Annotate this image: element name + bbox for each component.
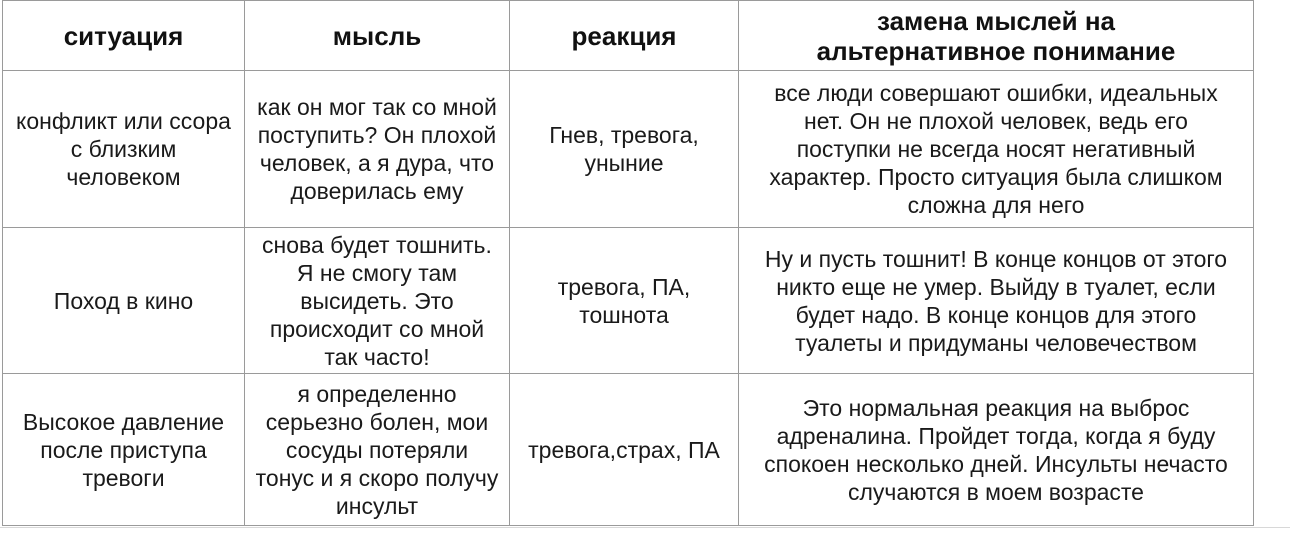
alternative-text: все люди совершают ошибки, идеальных нет. Он не плохой человек, ведь его поступки не всегда носят негативный характер. Просто ситуация была слишком сложна для него [769, 80, 1223, 218]
cell-thought [245, 228, 510, 374]
alternative-text: Ну и пусть тошнит! В конце концов от этого никто еще не умер. Выйду в туалет, если будет надо. В конце концов для этого туалеты и придуманы человечеством [764, 245, 1228, 356]
table-row [3, 374, 1254, 526]
reaction-text: Гнев, тревога, уныние [549, 122, 699, 176]
header-thought [245, 1, 510, 71]
thought-text: снова будет тошнить. Я не смогу там высидеть. Это происходит со мной так часто! [262, 231, 492, 370]
header-situation [3, 1, 245, 71]
table-row [3, 71, 1254, 228]
header-alternative-label: замена мыслей на альтернативное понимание [816, 5, 1176, 66]
thought-text: как он мог так со мной поступить? Он плохой человек, а я дура, что доверилась ему [257, 94, 497, 204]
cell-reaction [510, 71, 739, 228]
cell-thought [245, 374, 510, 526]
header-thought-label: мысль [332, 20, 422, 51]
alternative-text: Это нормальная реакция на выброс адреналина. Пройдет тогда, когда я буду спокоен несколько дней. Инсульты нечасто случаются в моем возрасте [764, 394, 1228, 505]
cell-situation [3, 228, 245, 374]
cell-reaction [510, 374, 739, 526]
cbt-thought-table-container [2, 0, 1254, 526]
table-row [3, 228, 1254, 374]
header-alternative [739, 1, 1254, 71]
cell-alternative [739, 374, 1254, 526]
cell-reaction [510, 228, 739, 374]
reaction-text: тревога, ПА, тошнота [557, 273, 691, 328]
cell-situation [3, 374, 245, 526]
cell-situation [3, 71, 245, 228]
header-reaction [510, 1, 739, 71]
header-reaction-label: реакция [571, 20, 677, 51]
cbt-thought-table [2, 0, 1254, 526]
cell-thought [245, 71, 510, 228]
header-situation-label: ситуация [63, 20, 184, 51]
reaction-text: тревога,страх, ПА [528, 436, 720, 463]
cell-alternative [739, 71, 1254, 228]
cell-alternative [739, 228, 1254, 374]
table-header-row [3, 1, 1254, 71]
thought-text: я определенно серьезно болен, мои сосуды потеряли тонус и я скоро получу инсульт [255, 380, 499, 519]
situation-text: Поход в кино [53, 287, 194, 314]
situation-text: конфликт или ссора с близким человеком [16, 108, 231, 190]
situation-text: Высокое давление после приступа тревоги [22, 408, 225, 491]
